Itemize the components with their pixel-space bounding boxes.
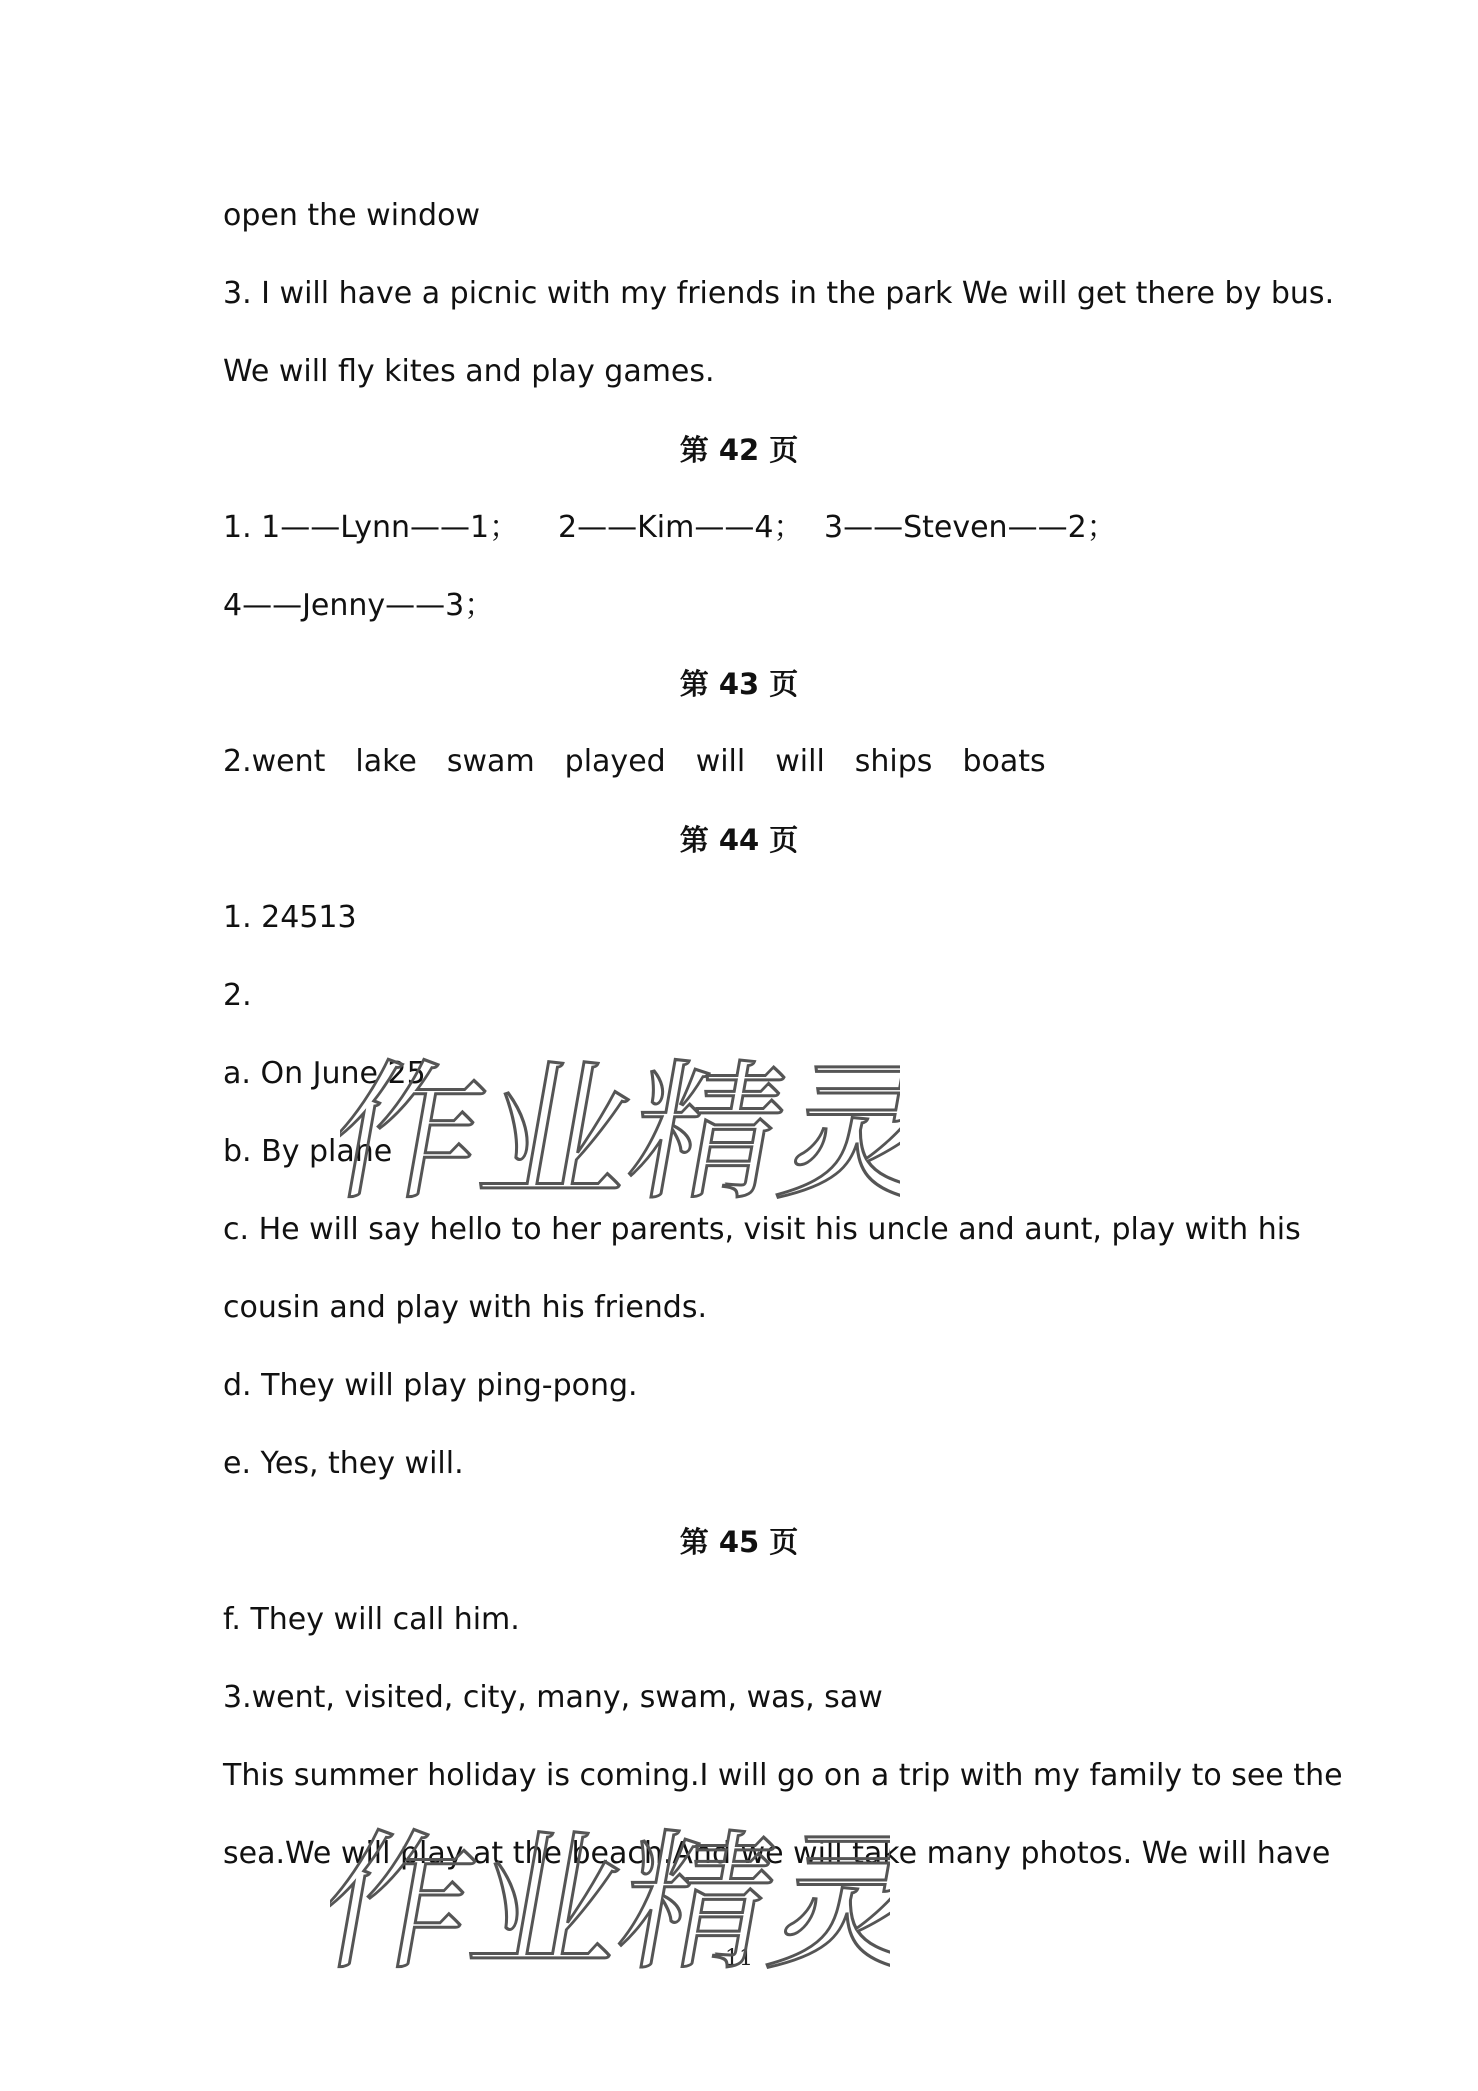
section-heading: 第 44 页 <box>679 823 799 857</box>
text-line: 2. <box>223 978 252 1013</box>
word-answer: ships <box>854 744 933 779</box>
word-answer: boats <box>962 744 1046 779</box>
text-line: c. He will say hello to her parents, visit his uncle and aunt, play with his <box>223 1212 1301 1247</box>
text-line: This summer holiday is coming.I will go on a trip with my family to see the <box>223 1758 1343 1793</box>
word-answer: lake <box>355 744 417 779</box>
text-line: cousin and play with his friends. <box>223 1290 708 1325</box>
text-line: e. Yes, they will. <box>223 1446 464 1481</box>
word-answer: 2.went <box>223 744 326 779</box>
matching-answer: 3——Steven——2； <box>824 510 1117 545</box>
text-line: d. They will play ping-pong. <box>223 1368 638 1403</box>
text-line: 3. I will have a picnic with my friends in the park We will get there by bus. <box>223 276 1335 311</box>
word-answer: played <box>564 744 666 779</box>
text-line: We will fly kites and play games. <box>223 354 715 389</box>
section-heading: 第 42 页 <box>679 433 799 467</box>
matching-answer: 1. 1——Lynn——1； <box>223 510 520 545</box>
text-line: b. By plane <box>223 1134 393 1169</box>
text-line: open the window <box>223 198 480 233</box>
watermark-text: 作业精灵 <box>340 1046 900 1220</box>
text-line: sea.We will play at the beach.And we will take many photos. We will have <box>223 1836 1331 1871</box>
text-line: f. They will call him. <box>223 1602 520 1637</box>
watermark-text: 作业精灵 <box>330 1816 890 1990</box>
matching-answer: 2——Kim——4； <box>558 510 804 545</box>
section-heading: 第 43 页 <box>679 667 799 701</box>
matching-answer-row <box>223 508 1117 548</box>
page-number: 11 <box>725 1946 753 1971</box>
word-answers-row <box>223 742 1076 782</box>
matching-answer: 4——Jenny——3； <box>223 588 495 623</box>
text-line: a. On June 25 <box>223 1056 426 1091</box>
text-line: 3.went, visited, city, many, swam, was, saw <box>223 1680 883 1715</box>
word-answer: will <box>775 744 825 779</box>
word-answer: will <box>695 744 746 779</box>
word-answer: swam <box>446 744 535 779</box>
text-line: 1. 24513 <box>223 900 357 935</box>
section-heading: 第 45 页 <box>679 1525 799 1559</box>
